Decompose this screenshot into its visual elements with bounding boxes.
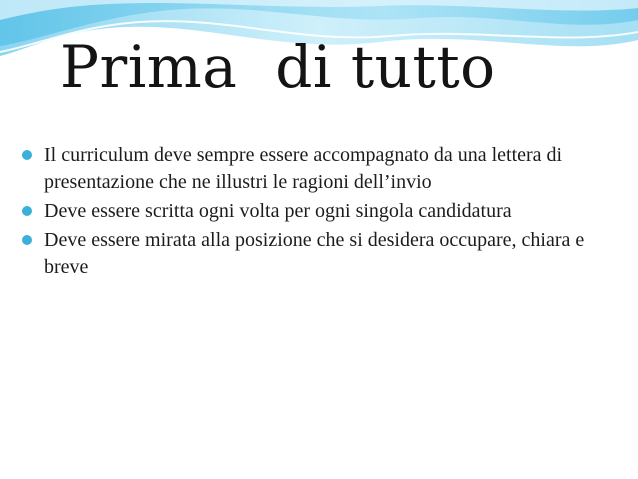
bullet-dot-icon <box>22 150 32 160</box>
bullet-dot-icon <box>22 206 32 216</box>
bullet-dot-icon <box>22 235 32 245</box>
bullet-item <box>22 142 612 196</box>
bullet-text: Deve essere scritta ogni volta per ogni singola candidatura <box>44 200 512 222</box>
bullet-item <box>22 198 612 225</box>
bullet-list <box>22 142 612 283</box>
bullet-text: Il curriculum deve sempre essere accompagnato da una lettera di presentazione che ne illustri le ragioni dell’invio <box>44 144 563 193</box>
bullet-text: Deve essere mirata alla posizione che si desidera occupare, chiara e breve <box>44 229 585 278</box>
bullet-item <box>22 227 612 281</box>
slide-title: Prima di tutto <box>60 33 496 101</box>
